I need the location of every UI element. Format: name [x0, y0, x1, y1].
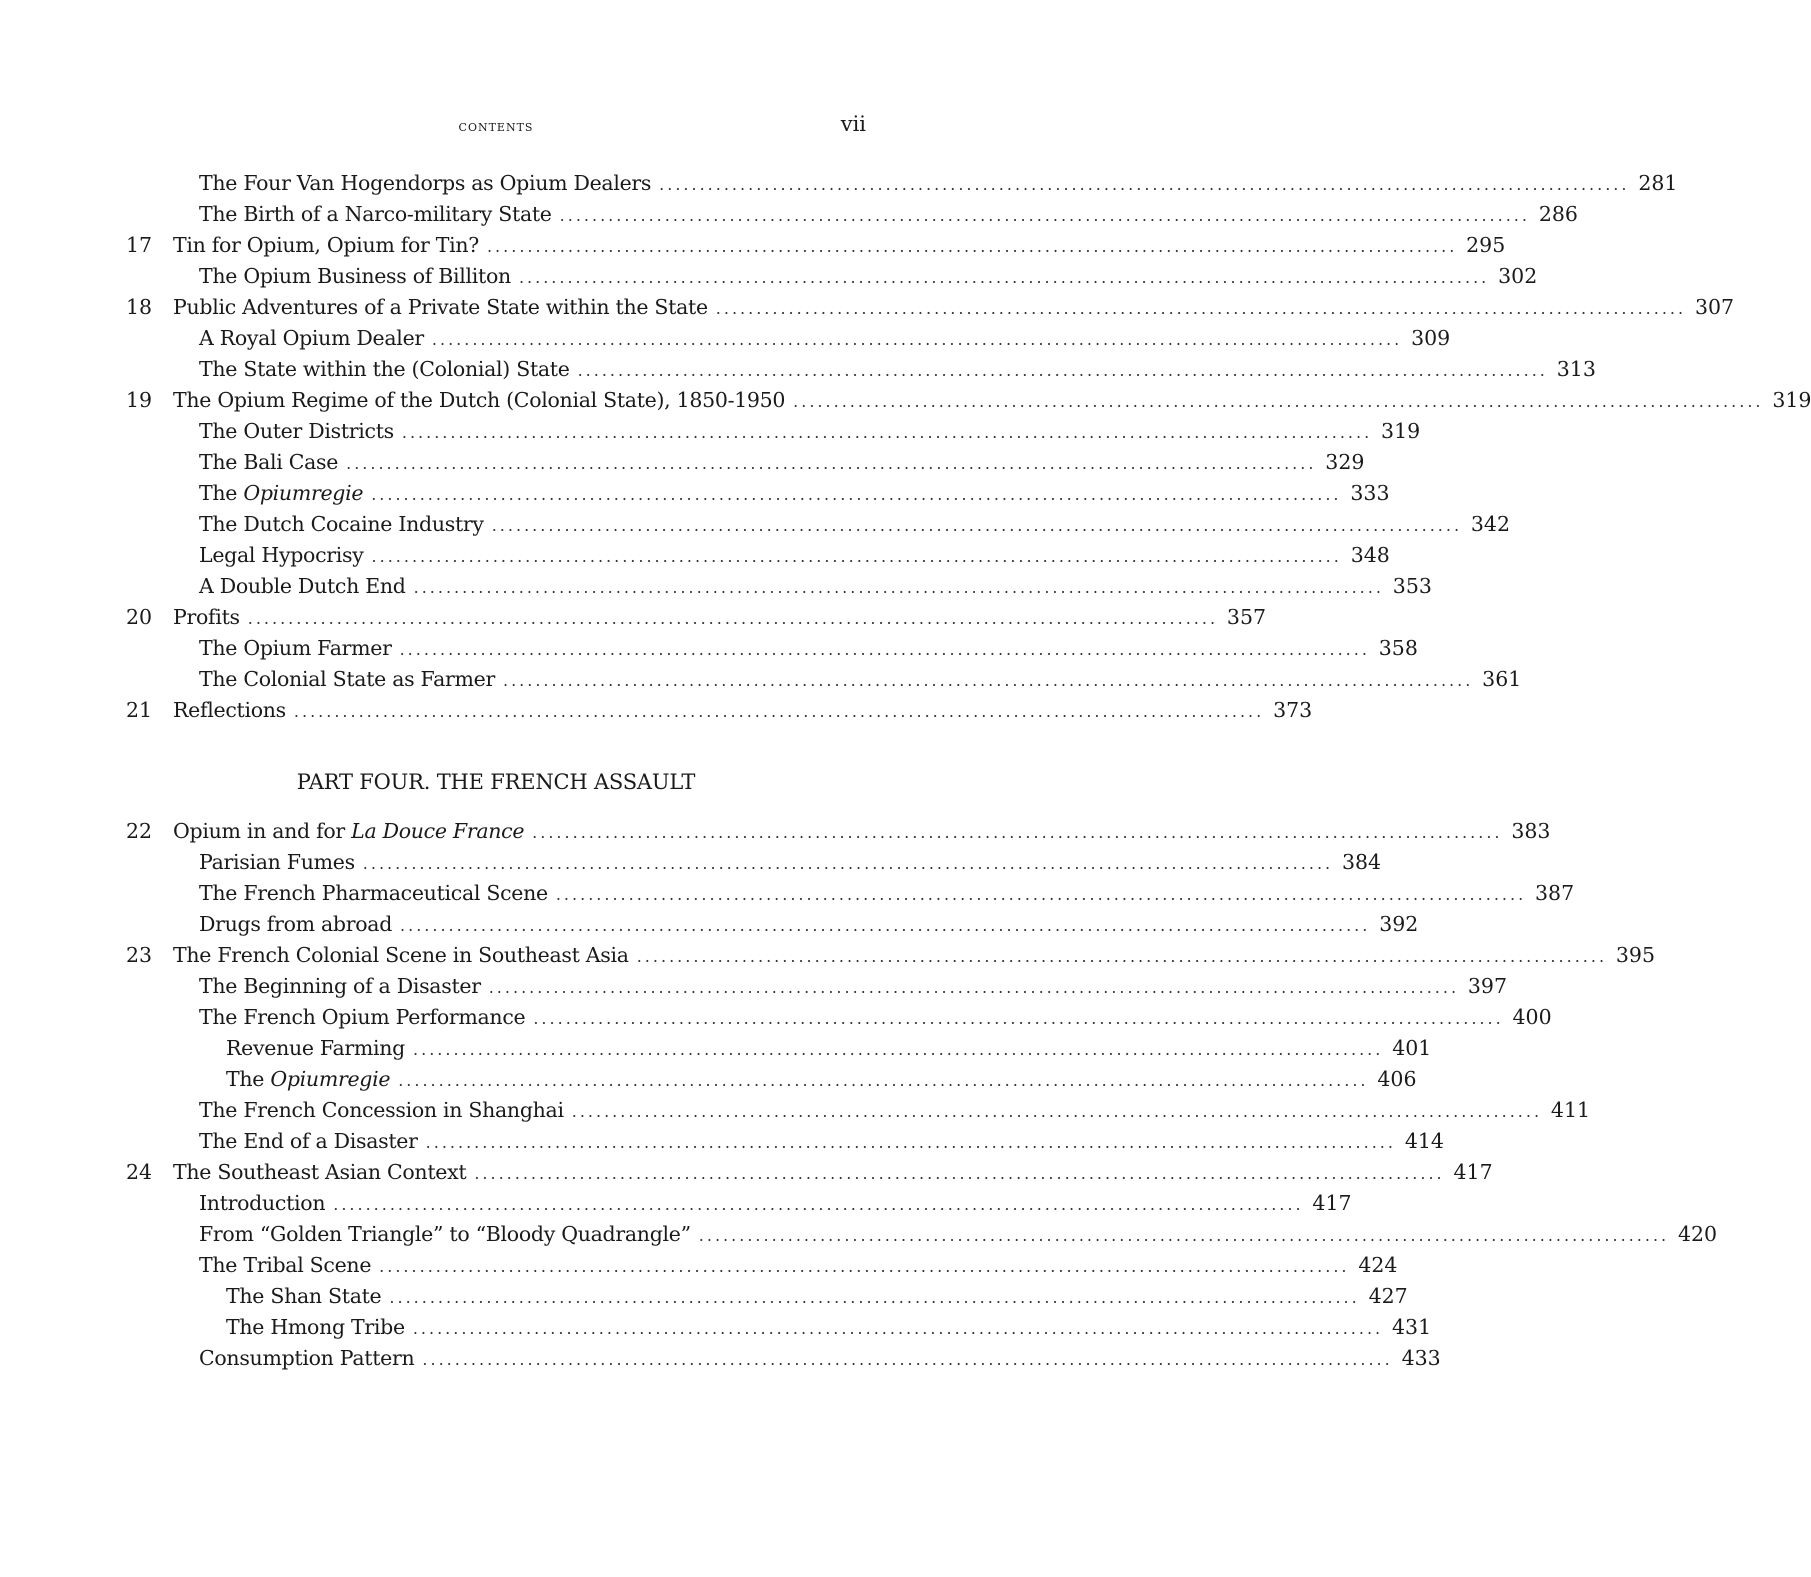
entry-page-number: 302 — [1498, 264, 1538, 288]
dot-leader: ........................................................................................................................ — [371, 485, 1342, 504]
entry-title — [199, 1219, 699, 1250]
entry-page-number: 427 — [1368, 1284, 1408, 1308]
chapter-number: 24 — [126, 1160, 153, 1184]
toc-entry — [126, 478, 1390, 509]
dot-leader: ........................................................................................................................ — [371, 547, 1342, 566]
chapter-number: 19 — [126, 388, 153, 412]
entry-page-number: 286 — [1538, 202, 1578, 226]
toc-entry-line — [199, 416, 1421, 448]
toc-section-top — [126, 168, 1811, 726]
entry-page-number: 309 — [1411, 326, 1451, 350]
toc-entry-line — [226, 1033, 1432, 1065]
toc-entry — [126, 940, 1656, 971]
toc-entry-line — [199, 878, 1575, 910]
toc-entry-line — [173, 230, 1506, 262]
entry-page-number: 383 — [1511, 819, 1551, 843]
toc-entry-line — [199, 323, 1451, 355]
dot-leader: ........................................................................................................................ — [401, 423, 1373, 442]
entry-title-text: The Shan State — [226, 1284, 382, 1308]
entry-title — [199, 447, 346, 478]
toc-entry — [126, 416, 1421, 447]
toc-entry — [126, 540, 1390, 571]
entry-title-text: The — [226, 1067, 271, 1091]
toc-entry — [126, 199, 1578, 230]
entry-title — [199, 1002, 533, 1033]
entry-title-text: The Four Van Hogendorps as Opium Dealers — [199, 171, 652, 195]
entry-title-text: Profits — [173, 605, 240, 629]
entry-title — [173, 1157, 474, 1188]
entry-page-number: 431 — [1391, 1315, 1432, 1339]
entry-title-text: The Opium Business of Billiton — [199, 264, 511, 288]
entry-title-text: Introduction — [199, 1191, 326, 1215]
toc-entry-line — [199, 847, 1382, 879]
toc-entry — [126, 1312, 1432, 1343]
toc-entry-line — [199, 540, 1390, 572]
entry-page-number: 387 — [1535, 881, 1575, 905]
entry-title — [199, 1126, 426, 1157]
toc-entry-line — [173, 602, 1267, 634]
chapter-number: 17 — [126, 233, 153, 257]
dot-leader: ........................................................................................................................ — [431, 330, 1403, 349]
toc-entry-line — [199, 909, 1419, 941]
toc-entry — [126, 261, 1538, 292]
entry-title — [226, 1064, 398, 1095]
entry-page-number: 313 — [1556, 357, 1596, 381]
toc-entry-line — [199, 1219, 1718, 1251]
entry-title — [173, 940, 637, 971]
entry-page-number: 417 — [1312, 1191, 1352, 1215]
toc-entry-line — [199, 261, 1538, 293]
dot-leader: ........................................................................................................................ — [659, 175, 1630, 194]
entry-title-text: Opium in and for — [173, 819, 352, 843]
toc-entry — [126, 509, 1511, 540]
dot-leader: ........................................................................................................................ — [636, 947, 1608, 966]
chapter-number: 20 — [126, 605, 153, 629]
entry-page-number: 424 — [1358, 1253, 1398, 1277]
entry-title — [199, 478, 371, 509]
entry-title-italic: Opiumregie — [243, 481, 364, 505]
entry-title — [199, 878, 556, 909]
running-head-title: contents — [458, 116, 534, 135]
entry-title — [173, 385, 793, 416]
entry-page-number: 357 — [1226, 605, 1267, 629]
entry-title — [226, 1281, 389, 1312]
entry-title-text: Legal Hypocrisy — [199, 543, 364, 567]
entry-page-number: 384 — [1341, 850, 1382, 874]
entry-title-text: The French Opium Performance — [199, 1005, 526, 1029]
dot-leader: ........................................................................................................................ — [398, 1071, 1369, 1090]
entry-title-text: The Outer Districts — [199, 419, 394, 443]
chapter-number: 21 — [126, 698, 153, 722]
entry-title-text: The French Colonial Scene in Southeast Asia — [173, 943, 629, 967]
dot-leader: ........................................................................................................................ — [793, 392, 1764, 411]
toc-entry — [126, 664, 1522, 695]
entry-page-number: 342 — [1470, 512, 1511, 536]
toc-entry-line — [199, 971, 1508, 1003]
entry-page-number: 433 — [1401, 1346, 1441, 1370]
entry-title — [199, 168, 659, 199]
entry-page-number: 414 — [1404, 1129, 1444, 1153]
dot-leader: ........................................................................................................................ — [346, 454, 1317, 473]
entry-page-number: 329 — [1325, 450, 1365, 474]
toc-entry — [126, 1250, 1398, 1281]
running-head — [126, 112, 866, 142]
toc-entry-line — [173, 1157, 1493, 1189]
dot-leader: ........................................................................................................................ — [389, 1288, 1360, 1307]
toc-entry-line — [173, 695, 1313, 727]
entry-page-number: 358 — [1378, 636, 1418, 660]
entry-title — [199, 571, 414, 602]
toc-entry — [126, 847, 1382, 878]
dot-leader: ........................................................................................................................ — [502, 671, 1474, 690]
toc-entry-line — [199, 1343, 1441, 1375]
toc-entry-line — [199, 168, 1678, 200]
entry-title — [199, 354, 578, 385]
dot-leader: ........................................................................................................................ — [362, 854, 1334, 873]
dot-leader: ........................................................................................................................ — [715, 299, 1687, 318]
entry-title — [226, 1312, 413, 1343]
entry-title-text: The Southeast Asian Context — [173, 1160, 467, 1184]
toc-entry — [126, 571, 1432, 602]
toc-entry — [126, 1002, 1552, 1033]
toc-entry — [126, 1033, 1432, 1064]
toc-entry-line — [199, 571, 1432, 603]
dot-leader: ........................................................................................................................ — [400, 916, 1371, 935]
toc-entry-line — [226, 1281, 1408, 1313]
entry-page-number: 395 — [1615, 943, 1656, 967]
entry-title — [199, 416, 402, 447]
entry-title — [226, 1033, 413, 1064]
entry-page-number: 333 — [1350, 481, 1390, 505]
entry-title-text: The State within the (Colonial) State — [199, 357, 570, 381]
entry-page-number: 392 — [1379, 912, 1419, 936]
entry-title-italic: Opiumregie — [270, 1067, 391, 1091]
entry-page-number: 307 — [1694, 295, 1735, 319]
entry-title-text: The Opium Regime of the Dutch (Colonial State), 1850-1950 — [173, 388, 786, 412]
entry-title-text: The End of a Disaster — [199, 1129, 418, 1153]
toc-entry-line — [199, 1095, 1591, 1127]
toc-entry — [126, 168, 1678, 199]
toc-entry — [126, 602, 1267, 633]
toc-entry — [126, 1188, 1352, 1219]
entry-title-text: Tin for Opium, Opium for Tin? — [173, 233, 479, 257]
part-heading: PART FOUR. THE FRENCH ASSAULT — [296, 770, 696, 794]
entry-page-number: 400 — [1512, 1005, 1552, 1029]
entry-page-number: 319 — [1772, 388, 1811, 412]
dot-leader: ........................................................................................................................ — [486, 237, 1458, 256]
entry-title-text: The Beginning of a Disaster — [199, 974, 481, 998]
entry-title — [199, 1250, 379, 1281]
entry-title — [173, 292, 716, 323]
toc-entry-line — [199, 447, 1365, 479]
chapter-number: 18 — [126, 295, 153, 319]
entry-title — [173, 695, 294, 726]
entry-title-italic: La Douce France — [351, 819, 525, 843]
toc-entry-line — [173, 940, 1656, 972]
dot-leader: ........................................................................................................................ — [425, 1133, 1396, 1152]
toc-entry-line — [199, 509, 1511, 541]
toc-entry — [126, 1343, 1441, 1374]
dot-leader: ........................................................................................................................ — [532, 823, 1503, 842]
toc-section-bottom — [126, 816, 1718, 1374]
toc-entry-line — [226, 1064, 1417, 1096]
entry-title-text: The Dutch Cocaine Industry — [199, 512, 484, 536]
entry-page-number: 411 — [1550, 1098, 1591, 1122]
entry-title-text: Parisian Fumes — [199, 850, 355, 874]
entry-title-text: The Tribal Scene — [199, 1253, 372, 1277]
toc-entry-line — [199, 1126, 1444, 1158]
dot-leader: ........................................................................................................................ — [533, 1009, 1504, 1028]
toc-entry-line — [199, 1250, 1398, 1282]
toc-entry — [126, 633, 1418, 664]
toc-entry — [126, 385, 1811, 416]
dot-leader: ........................................................................................................................ — [518, 268, 1490, 287]
entry-title — [199, 633, 400, 664]
entry-title — [199, 323, 432, 354]
dot-leader: ........................................................................................................................ — [412, 1319, 1384, 1338]
entry-title — [173, 816, 532, 847]
entry-title — [199, 1188, 333, 1219]
entry-title — [199, 199, 560, 230]
dot-leader: ........................................................................................................................ — [488, 978, 1460, 997]
entry-page-number: 361 — [1482, 667, 1522, 691]
toc-entry — [126, 1126, 1444, 1157]
dot-leader: ........................................................................................................................ — [333, 1195, 1304, 1214]
entry-title — [199, 909, 400, 940]
entry-page-number: 281 — [1638, 171, 1678, 195]
toc-entry — [126, 695, 1313, 726]
entry-title — [173, 602, 248, 633]
dot-leader: ........................................................................................................................ — [571, 1102, 1543, 1121]
toc-entry-line — [173, 292, 1735, 324]
toc-entry — [126, 447, 1365, 478]
entry-page-number: 397 — [1467, 974, 1508, 998]
toc-entry — [126, 1157, 1493, 1188]
page-number: vii — [840, 112, 866, 136]
entry-title-text: The French Pharmaceutical Scene — [199, 881, 548, 905]
entry-title-text: The Colonial State as Farmer — [199, 667, 495, 691]
entry-title-text: Public Adventures of a Private State within the State — [173, 295, 708, 319]
dot-leader: ........................................................................................................................ — [399, 640, 1370, 659]
entry-title — [199, 664, 503, 695]
entry-title-text: From “Golden Triangle” to “Bloody Quadrangle” — [199, 1222, 691, 1246]
toc-entry — [126, 816, 1551, 847]
toc-entry — [126, 230, 1506, 261]
entry-title — [199, 971, 489, 1002]
dot-leader: ........................................................................................................................ — [422, 1350, 1393, 1369]
entry-page-number: 406 — [1377, 1067, 1417, 1091]
entry-title — [199, 1343, 422, 1374]
entry-page-number: 373 — [1273, 698, 1313, 722]
entry-title-text: A Double Dutch End — [199, 574, 406, 598]
entry-title — [199, 261, 519, 292]
toc-entry-line — [199, 664, 1522, 696]
dot-leader: ........................................................................................................................ — [577, 361, 1548, 380]
toc-entry — [126, 909, 1419, 940]
toc-entry-line — [199, 354, 1596, 386]
entry-title — [199, 1095, 572, 1126]
dot-leader: ........................................................................................................................ — [379, 1257, 1350, 1276]
entry-title-text: Reflections — [173, 698, 286, 722]
dot-leader: ........................................................................................................................ — [491, 516, 1463, 535]
entry-page-number: 401 — [1392, 1036, 1432, 1060]
dot-leader: ........................................................................................................................ — [559, 206, 1530, 225]
dot-leader: ........................................................................................................................ — [247, 609, 1219, 628]
dot-leader: ........................................................................................................................ — [413, 1040, 1384, 1059]
toc-entry-line — [226, 1312, 1432, 1344]
toc-entry — [126, 1219, 1718, 1250]
toc-entry — [126, 878, 1575, 909]
dot-leader: ........................................................................................................................ — [293, 702, 1265, 721]
entry-title-text: Revenue Farming — [226, 1036, 406, 1060]
entry-title-text: A Royal Opium Dealer — [199, 326, 424, 350]
toc-entry — [126, 1095, 1591, 1126]
entry-title-text: Drugs from abroad — [199, 912, 393, 936]
toc-entry-line — [173, 816, 1551, 848]
entry-title-text: The French Concession in Shanghai — [199, 1098, 564, 1122]
entry-page-number: 295 — [1466, 233, 1506, 257]
entry-title-text: The Hmong Tribe — [226, 1315, 405, 1339]
entry-title-text: Consumption Pattern — [199, 1346, 415, 1370]
entry-page-number: 420 — [1677, 1222, 1718, 1246]
toc-entry-line — [199, 1188, 1352, 1220]
dot-leader: ........................................................................................................................ — [474, 1164, 1445, 1183]
entry-title-text: The Bali Case — [199, 450, 339, 474]
toc-entry — [126, 323, 1451, 354]
toc-entry-line — [173, 385, 1811, 417]
entry-page-number: 417 — [1453, 1160, 1493, 1184]
toc-entry-line — [199, 478, 1390, 510]
toc-entry-line — [199, 1002, 1552, 1034]
toc-entry — [126, 1281, 1408, 1312]
entry-title — [199, 847, 363, 878]
dot-leader: ........................................................................................................................ — [413, 578, 1384, 597]
chapter-number: 22 — [126, 819, 153, 843]
entry-title-text: The Opium Farmer — [199, 636, 392, 660]
toc-entry — [126, 292, 1735, 323]
dot-leader: ........................................................................................................................ — [555, 885, 1527, 904]
entry-title-text: The Birth of a Narco-military State — [199, 202, 552, 226]
entry-title — [173, 230, 487, 261]
entry-title-text: The — [199, 481, 244, 505]
entry-title — [199, 540, 372, 571]
toc-entry-line — [199, 633, 1418, 665]
entry-page-number: 319 — [1381, 419, 1421, 443]
chapter-number: 23 — [126, 943, 153, 967]
entry-page-number: 348 — [1350, 543, 1390, 567]
entry-page-number: 353 — [1392, 574, 1432, 598]
toc-entry — [126, 354, 1596, 385]
dot-leader: ........................................................................................................................ — [698, 1226, 1670, 1245]
toc-entry — [126, 1064, 1417, 1095]
entry-title — [199, 509, 492, 540]
toc-entry-line — [199, 199, 1578, 231]
toc-entry — [126, 971, 1508, 1002]
